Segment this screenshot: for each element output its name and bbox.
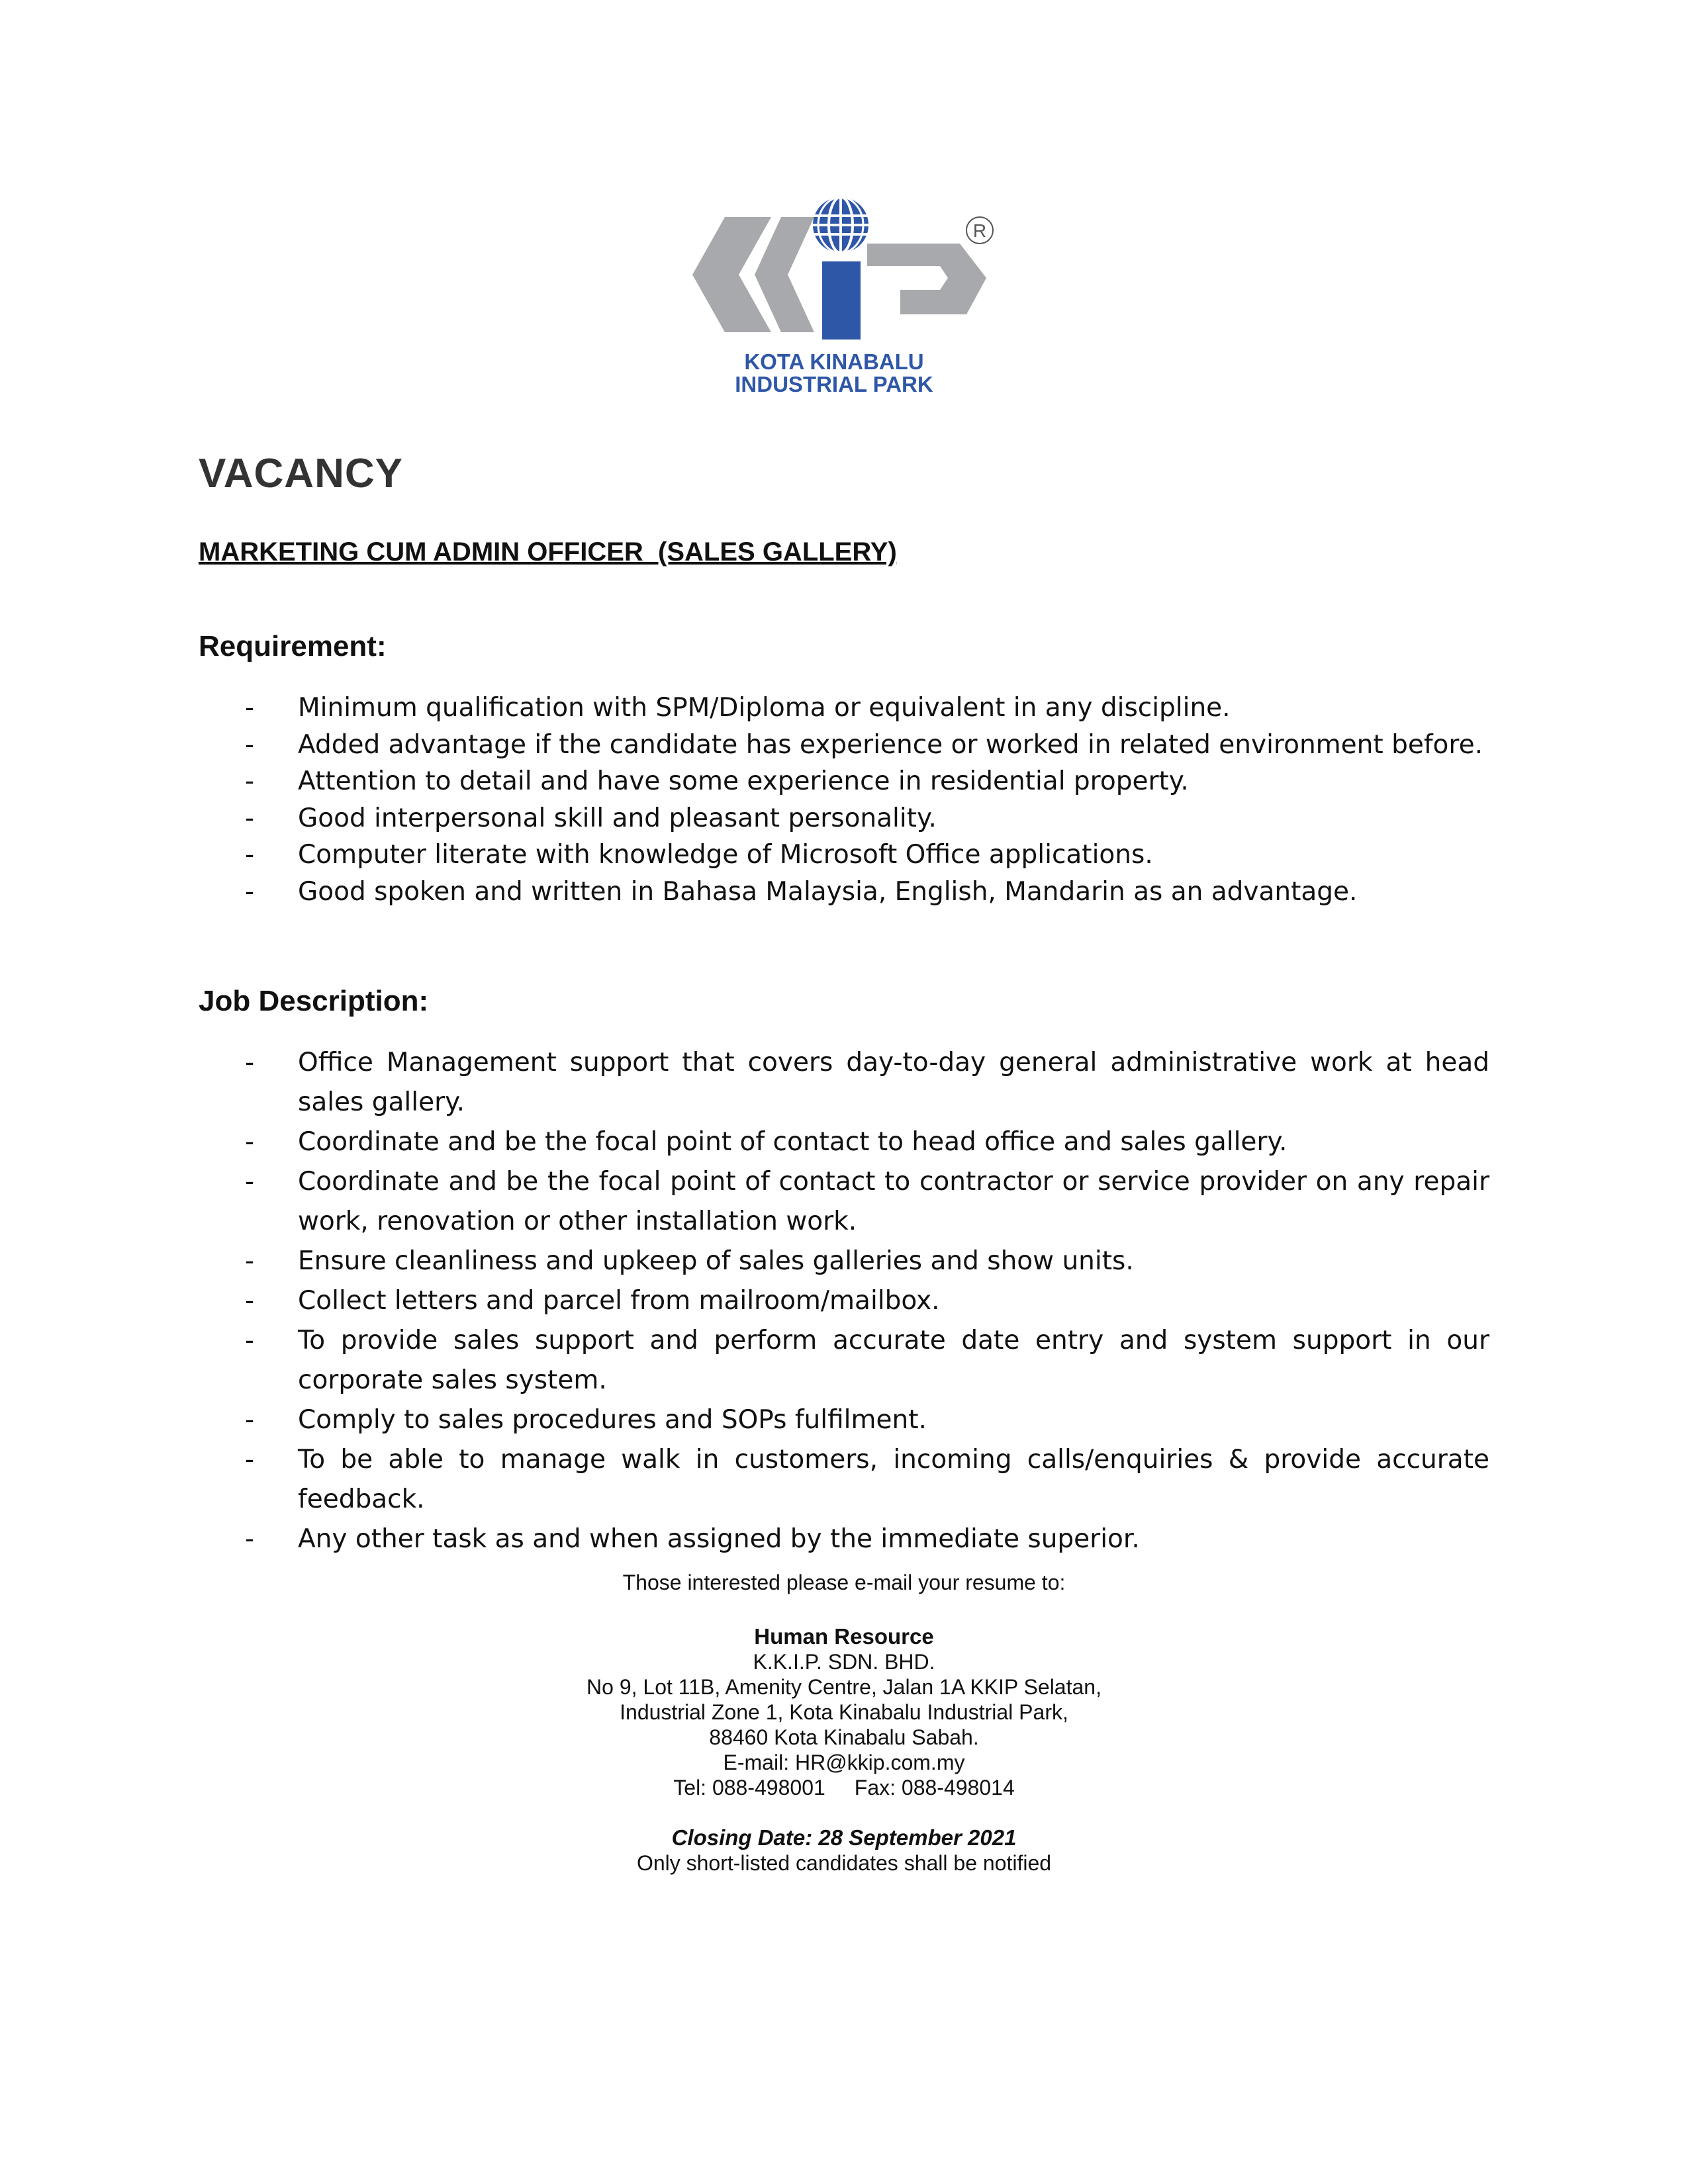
dash-bullet: - xyxy=(245,1246,255,1276)
globe-icon xyxy=(813,197,868,253)
logo-p-shape xyxy=(867,244,986,314)
requirement-list xyxy=(245,690,1489,910)
list-item xyxy=(245,763,1489,800)
dash-bullet: - xyxy=(245,729,255,760)
dash-bullet: - xyxy=(245,1286,255,1316)
contact-intro: Those interested please e-mail your resume to: xyxy=(622,1570,1066,1594)
list-item xyxy=(245,1242,1489,1281)
shortlist-note: Only short-listed candidates shall be notified xyxy=(636,1851,1052,1875)
dash-bullet: - xyxy=(245,1326,255,1355)
dash-bullet: - xyxy=(245,693,255,723)
closing-date: Closing Date: 28 September 2021 xyxy=(671,1825,1017,1850)
list-item-text: Ensure cleanliness and upkeep of sales galleries and show units. xyxy=(298,1246,1134,1276)
list-item xyxy=(245,1043,1489,1122)
company-logo xyxy=(675,192,1006,410)
svg-text:R: R xyxy=(972,220,987,241)
dash-bullet: - xyxy=(245,766,255,796)
list-item xyxy=(245,1520,1489,1559)
dash-bullet: - xyxy=(245,803,255,833)
list-item-text: Good spoken and written in Bahasa Malaysia, English, Mandarin as an advantage. xyxy=(298,876,1358,907)
list-item-text: To provide sales support and perform accurate date entry and system support in our corporate sales system. xyxy=(298,1326,1489,1395)
job-description-heading: Job Description: xyxy=(199,985,429,1017)
contact-address-line3: 88460 Kota Kinabalu Sabah. xyxy=(709,1725,979,1749)
list-item-text: Collect letters and parcel from mailroom/mailbox. xyxy=(298,1286,940,1316)
dash-bullet: - xyxy=(245,1048,255,1077)
contact-email: E-mail: HR@kkip.com.my xyxy=(723,1751,965,1774)
page-title: VACANCY xyxy=(199,451,403,496)
contact-company: K.K.I.P. SDN. BHD. xyxy=(753,1650,935,1674)
contact-tel: Tel: 088-498001 xyxy=(673,1776,825,1799)
list-item xyxy=(245,874,1489,911)
contact-phone-row xyxy=(0,1775,1688,1800)
list-item xyxy=(245,1400,1489,1440)
registered-mark-icon xyxy=(966,217,993,244)
list-item-text: Coordinate and be the focal point of contact to head office and sales gallery. xyxy=(298,1127,1288,1157)
contact-department: Human Resource xyxy=(754,1624,934,1649)
dash-bullet: - xyxy=(245,1127,255,1157)
list-item-text: Coordinate and be the focal point of contact to contractor or service provider on any repair work, renovation or other installation work. xyxy=(298,1167,1489,1236)
contact-fax: Fax: 088-498014 xyxy=(854,1776,1015,1799)
logo-chevron-inner xyxy=(755,217,814,332)
dash-bullet: - xyxy=(245,840,255,870)
contact-address-line2: Industrial Zone 1, Kota Kinabalu Industrial Park, xyxy=(620,1700,1068,1724)
dash-bullet: - xyxy=(245,1524,255,1554)
dash-bullet: - xyxy=(245,1445,255,1475)
dash-bullet: - xyxy=(245,1167,255,1197)
position-title: MARKETING CUM ADMIN OFFICER (SALES GALLERY) xyxy=(199,537,897,567)
kkip-logo-icon xyxy=(675,192,1006,357)
list-item-text: Office Management support that covers day-to-day general administrative work at head sales gallery. xyxy=(298,1048,1489,1117)
list-item xyxy=(245,1321,1489,1400)
contact-block xyxy=(0,1570,1688,1876)
logo-i-stem xyxy=(822,261,861,340)
list-item-text: Any other task as and when assigned by the immediate superior. xyxy=(298,1524,1140,1554)
list-item xyxy=(245,1281,1489,1321)
list-item-text: To be able to manage walk in customers, incoming calls/enquiries & provide accurate feedback. xyxy=(298,1445,1489,1514)
list-item xyxy=(245,690,1489,727)
list-item xyxy=(245,800,1489,837)
logo-text-line1: KOTA KINABALU xyxy=(744,349,924,374)
job-description-list xyxy=(245,1043,1489,1559)
list-item-text: Comply to sales procedures and SOPs fulfilment. xyxy=(298,1405,927,1435)
list-item xyxy=(245,727,1489,764)
list-item xyxy=(245,1440,1489,1520)
list-item-text: Computer literate with knowledge of Microsoft Office applications. xyxy=(298,840,1153,870)
dash-bullet: - xyxy=(245,876,255,907)
list-item-text: Attention to detail and have some experience in residential property. xyxy=(298,766,1189,796)
contact-address-line1: No 9, Lot 11B, Amenity Centre, Jalan 1A KKIP Selatan, xyxy=(586,1675,1102,1699)
list-item xyxy=(245,837,1489,874)
requirement-heading: Requirement: xyxy=(199,630,387,662)
list-item-text: Minimum qualification with SPM/Diploma or equivalent in any discipline. xyxy=(298,693,1231,723)
list-item-text: Added advantage if the candidate has experience or worked in related environment before. xyxy=(298,729,1483,760)
logo-text-line2: INDUSTRIAL PARK xyxy=(735,372,933,396)
dash-bullet: - xyxy=(245,1405,255,1435)
list-item xyxy=(245,1122,1489,1162)
list-item-text: Good interpersonal skill and pleasant personality. xyxy=(298,803,937,833)
list-item xyxy=(245,1162,1489,1242)
